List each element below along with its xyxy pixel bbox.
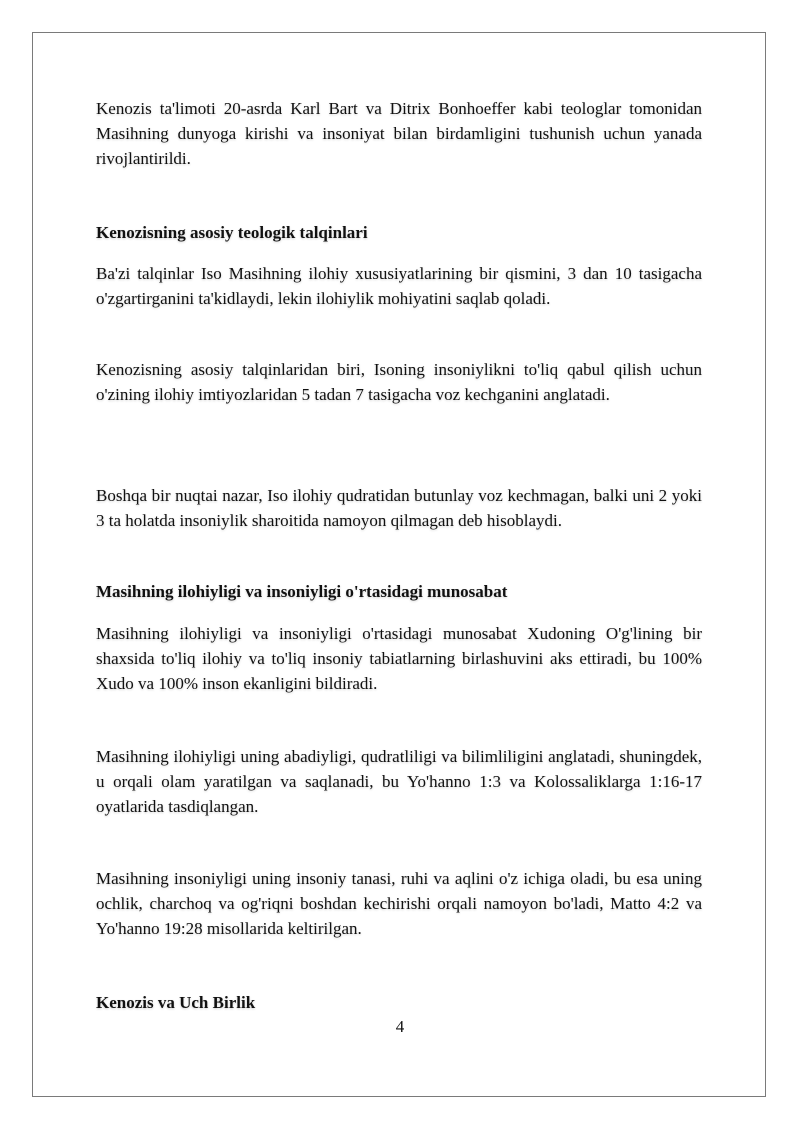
paragraph-kenozis-history: Kenozis ta'limoti 20-asrda Karl Bart va Ditrix Bonhoeffer kabi teologlar tomonidan Masihning dunyoga kirishi va insoniyat bilan birdamligini tushunish uchun yanada rivojlantirildi.	[96, 99, 702, 168]
paragraph-divinity: Masihning ilohiyligi uning abadiyligi, qudratliligi va bilimliligini anglatadi, shuningdek, u orqali olam yaratilgan va saqlanadi, bu Yo'hanno 1:3 va Kolossaliklarga 1:16-17 oyatlarida tasdiqlangan.	[96, 747, 702, 816]
paragraph-humanity: Masihning insoniyligi uning insoniy tanasi, ruhi va aqlini o'z ichiga oladi, bu esa uning ochlik, charchoq va og'riqni boshdan kechirishi orqali namoyon bo'ladi, Matto 4:2 va Yo'hanno 19:28 misollarida keltirilgan.	[96, 869, 702, 938]
heading-divinity-humanity: Masihning ilohiyligi va insoniyligi o'rtasidagi munosabat	[96, 582, 508, 601]
heading-kenosis-trinity: Kenozis va Uch Birlik	[96, 993, 256, 1012]
heading-theological-interpretations: Kenozisning asosiy teologik talqinlari	[96, 223, 368, 242]
paragraph-alternative-view: Boshqa bir nuqtai nazar, Iso ilohiy qudratidan butunlay voz kechmagan, balki uni 2 yoki 3 ta holatda insoniylik sharoitida namoyon qilmagan deb hisoblaydi.	[96, 486, 702, 530]
paragraph-interpretation-privileges: Kenozisning asosiy talqinlaridan biri, Isoning insoniylikni to'liq qabul qilish uchun o'zining ilohiy imtiyozlaridan 5 tadan 7 tasigacha voz kechganini anglatadi.	[96, 360, 702, 404]
paragraph-union-of-natures: Masihning ilohiyligi va insoniyligi o'rtasidagi munosabat Xudoning O'g'lining bir shaxsida to'liq ilohiy va to'liq insoniy tabiatlarning birlashuvini aks ettiradi, bu 100% Xudo va 100% inson ekanligini bildiradi.	[96, 624, 702, 693]
page-number: 4	[395, 1017, 405, 1036]
paragraph-interpretation-attributes: Ba'zi talqinlar Iso Masihning ilohiy xususiyatlarining bir qismini, 3 dan 10 tasigacha o'zgartirganini ta'kidlaydi, lekin ilohiylik mohiyatini saqlab qoladi.	[96, 264, 702, 308]
